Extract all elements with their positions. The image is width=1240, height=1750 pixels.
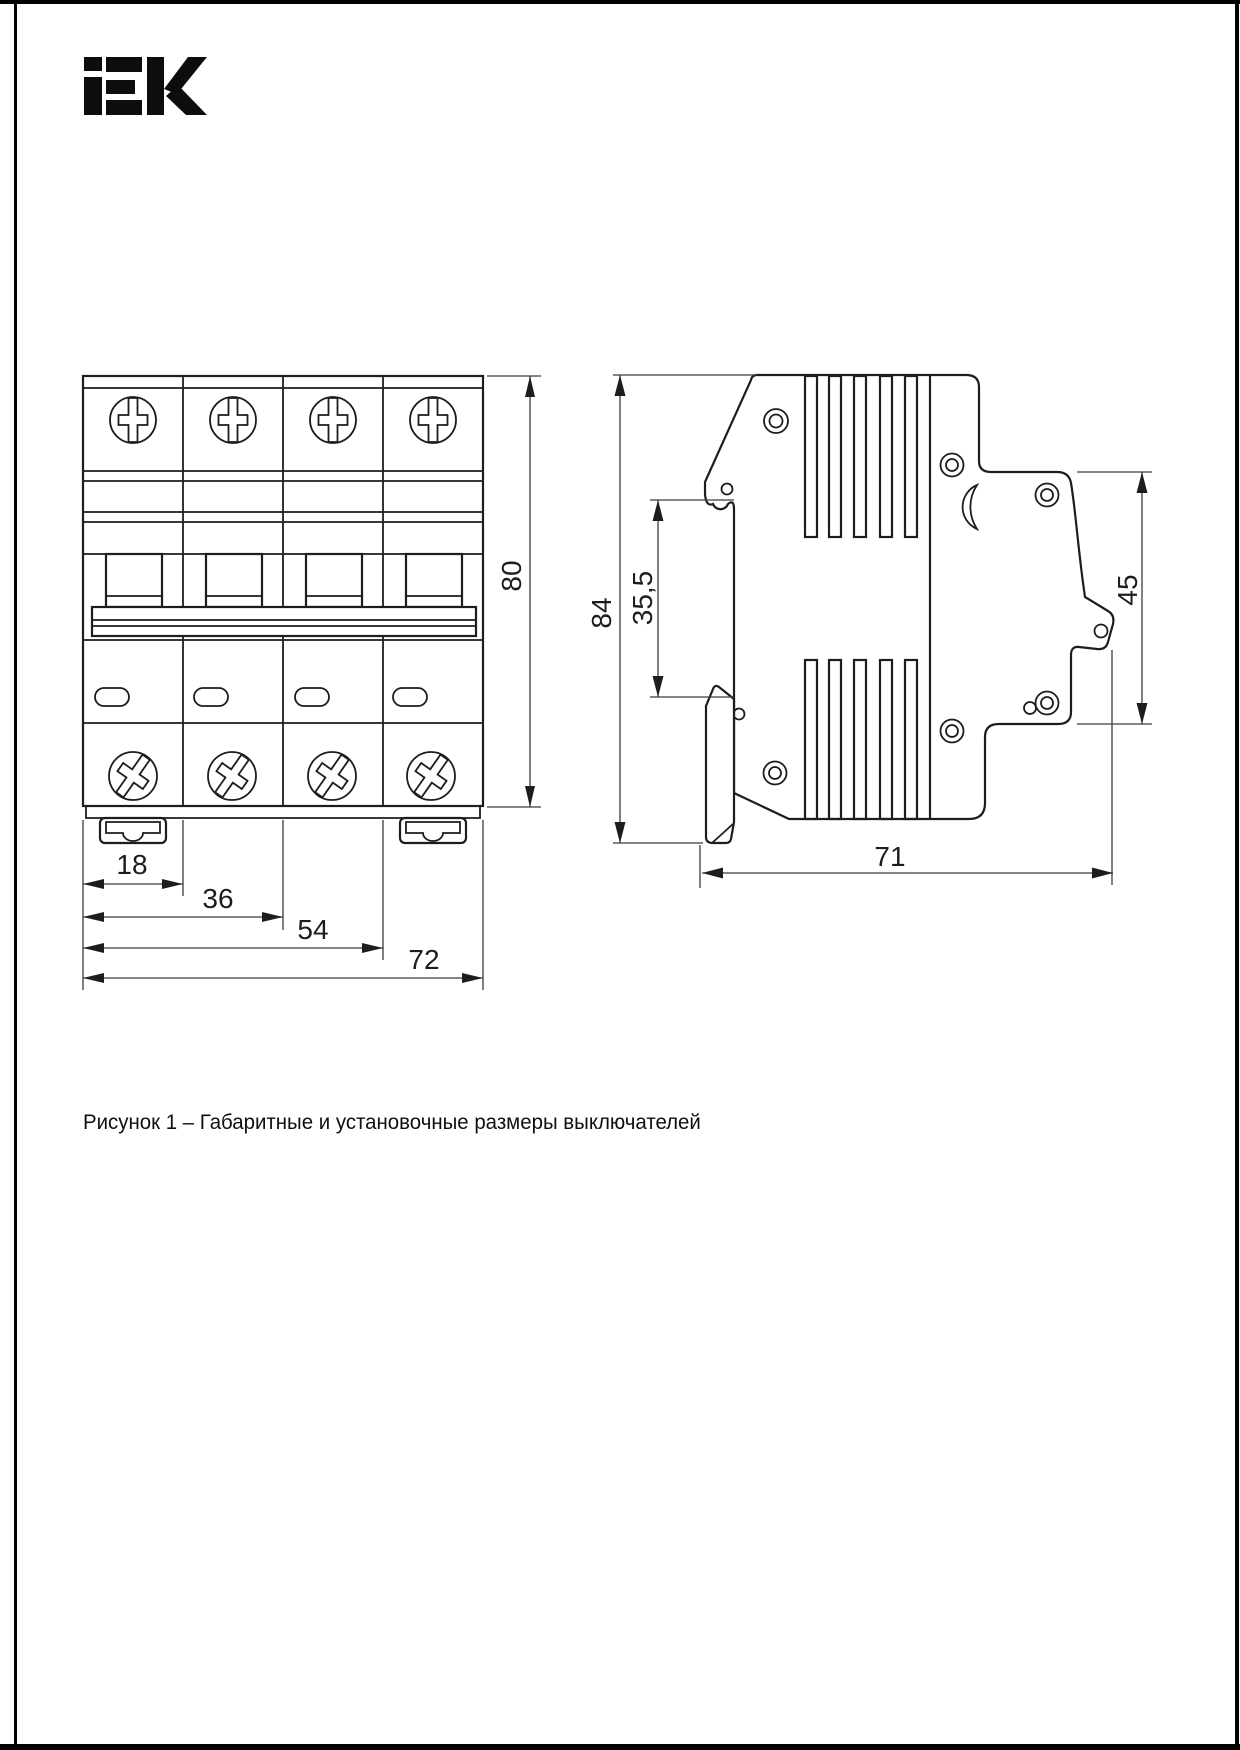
front-view-dimensions	[83, 376, 541, 990]
dim-label-71: 71	[874, 841, 906, 872]
dim-label-54: 54	[297, 914, 329, 945]
side-view-body	[705, 375, 1113, 819]
handle-tie-bar	[92, 607, 476, 636]
dim-label-36: 36	[202, 883, 234, 914]
toggle-handle	[106, 554, 462, 607]
side-view	[586, 375, 1152, 888]
dim-label-18: 18	[116, 849, 148, 880]
iek-logo-icon	[84, 57, 207, 115]
dim-label-45: 45	[1112, 574, 1143, 606]
dim-label-72: 72	[408, 944, 440, 975]
label-window	[95, 688, 427, 706]
screw-icon	[107, 748, 457, 803]
dim-label-80: 80	[496, 560, 527, 592]
figure-caption: Рисунок 1 – Габаритные и установочные размеры выключателей	[83, 1110, 701, 1134]
dim-label-84: 84	[586, 597, 617, 629]
din-latch	[706, 686, 734, 843]
front-view	[83, 376, 541, 990]
dim-label-35-5: 35,5	[627, 570, 658, 626]
